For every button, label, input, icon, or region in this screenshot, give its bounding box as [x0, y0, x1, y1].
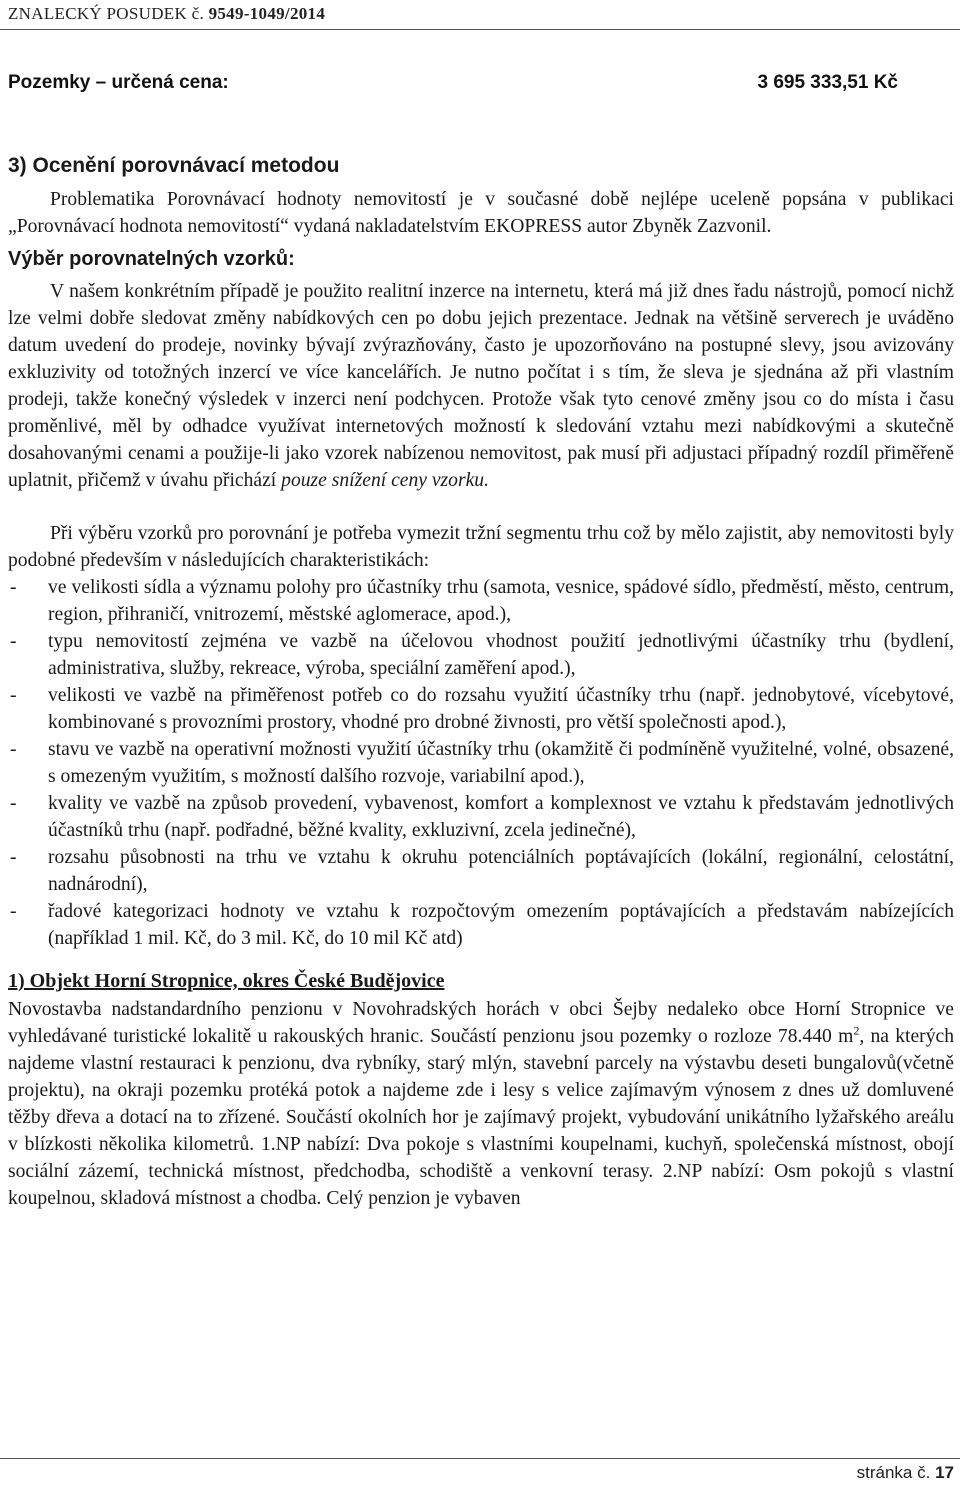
object-title-text: 1) Objekt Horní Stropnice, okres České Budějovice — [8, 970, 445, 992]
document-body — [8, 146, 954, 1212]
selection-text: V našem konkrétním případě je použito realitní inzerce na internetu, která má již dnes řadu nástrojů, pomocí nichž lze velmi dobře sledovat změny nabídkových cen po dobu jejich prezentace. Jednak na většině serverech je uváděno datum uvedení do prodeje, novinky bývají zvýrazňovány, často je upozorňováno na postupné slevy, jsou avizovány exkluzivity od totožných inzercí ve více kancelářích. Je nutno počítat i s tím, že sleva je sjednána až při vlastním prodeji, takže konečný výsledek v inzerci není podchycen. Protože však tyto cenové změny jsou co do místa i času proměnlivé, měl by odhadce využívat internetových možností k sledování vztahu mezi nabídkovými a skutečně dosahovanými cenami a použije-li jako vzorek nabízenou nemovitost, pak musí při adjustaci případný rozdíl přiměřeně uplatnit, přičemž v úvahu přichází — [8, 281, 954, 491]
selection-emphasis: pouze snížení ceny vzorku. — [281, 470, 489, 491]
criteria-list — [8, 574, 954, 952]
header-number: 9549-1049/2014 — [208, 4, 326, 23]
header-divider — [0, 29, 960, 30]
page-footer — [857, 1463, 954, 1483]
footer-divider — [0, 1458, 960, 1459]
section-title: 3) Ocenění porovnávací metodou — [8, 154, 340, 177]
list-item: - stavu ve vazbě na operativní možnosti využití účastníky trhu (okamžitě či podmíněně využitelné, volné, obsazené, s omezeným využitím, s možností dalšího rozvoje, variabilní apod.), — [8, 736, 954, 790]
spacer — [8, 494, 954, 520]
list-item: - rozsahu působnosti na trhu ve vztahu k okruhu potenciálních poptávajících (lokální, regionální, celostátní, nadnárodní), — [8, 844, 954, 898]
list-item: - typu nemovitostí zejména ve vazbě na účelovou vhodnost použití jednotlivými účastníky trhu (bydlení, administrativa, služby, rekreace, výroba, speciální zaměření apod.), — [8, 628, 954, 682]
object-text-2: , na kterých najdeme vlastní restauraci k penzionu, dva rybníky, starý mlýn, stavební parcely na výstavbu deseti bungalovů(včetně projektu), na okraji pozemku protéká potok a najdeme zde i lesy s velice zajímavým výnosem z dnes už domluvené těžby dřeva a dotací na to zřízené. Součástí okolních hor je zajímavý projekt, vybudování unikátního lyžařského areálu v blízkosti několika kilometrů. 1.NP nabízí: Dva pokoje s vlastními koupelnami, kuchyň, společenská místnost, obojí sociální zázemí, technická místnost, předchodba, schodiště a venkovní terasy. 2.NP nabízí: Osm pokojů s vlastní koupelnou, skladová místnost a chodba. Celý penzion je vybaven — [8, 1026, 954, 1209]
page-header — [8, 4, 325, 24]
list-item: - velikosti ve vazbě na přiměřenost potřeb co do rozsahu využití účastníky trhu (např. jednobytové, vícebytové, kombinované s provozními prostory, vhodné pro drobné živnosti, pro větší společnosti apod.), — [8, 682, 954, 736]
object-text-1: Novostavba nadstandardního penzionu v Novohradských horách v obci Šejby nedaleko obce Horní Stropnice ve vyhledávané turistické lokalitě u rakouských hranic. Součástí penzionu jsou pozemky o rozloze 78.440 m — [8, 999, 954, 1047]
object-title — [8, 966, 954, 996]
land-price-row — [8, 72, 898, 94]
list-item: - kvality ve vazbě na způsob provedení, vybavenost, komfort a komplexnost ve vztahu k představám jednotlivých účastníků trhu (např. podřadné, běžné kvality, exkluzivní, zcela jedinečné), — [8, 790, 954, 844]
section-intro: Problematika Porovnávací hodnoty nemovitostí je v současné době nejlépe uceleně popsána v publikaci „Porovnávací hodnota nemovitostí“ vydaná nakladatelstvím EKOPRESS autor Zbyněk Zazvonil. — [8, 189, 954, 237]
list-item: - řadové kategorizaci hodnoty ve vztahu k rozpočtovým omezením poptávajících a představám nabízejících (například 1 mil. Kč, do 3 mil. Kč, do 10 mil Kč atd) — [8, 898, 954, 952]
land-price-value: 3 695 333,51 Kč — [757, 72, 898, 93]
list-item: - ve velikosti sídla a významu polohy pro účastníky trhu (samota, vesnice, spádové sídlo, předměstí, město, centrum, region, přihraničí, vnitrozemí, městské aglomerace, apod.), — [8, 574, 954, 628]
object-description — [8, 996, 954, 1212]
land-price-label: Pozemky – určená cena: — [8, 72, 229, 93]
page-number: 17 — [935, 1463, 954, 1482]
footer-label: stránka č. — [856, 1463, 931, 1482]
criteria-intro: Při výběru vzorků pro porovnání je potřeba vymezit tržní segmentu trhu což by mělo zajistit, aby nemovitosti byly podobné především v následujících charakteristikách: — [8, 523, 954, 571]
selection-paragraph — [8, 278, 954, 494]
selection-title: Výběr porovnatelných vzorků: — [8, 248, 295, 270]
spacer — [8, 952, 954, 966]
header-prefix: ZNALECKÝ POSUDEK č. — [8, 4, 204, 23]
object-sup: 2 — [853, 1023, 860, 1038]
